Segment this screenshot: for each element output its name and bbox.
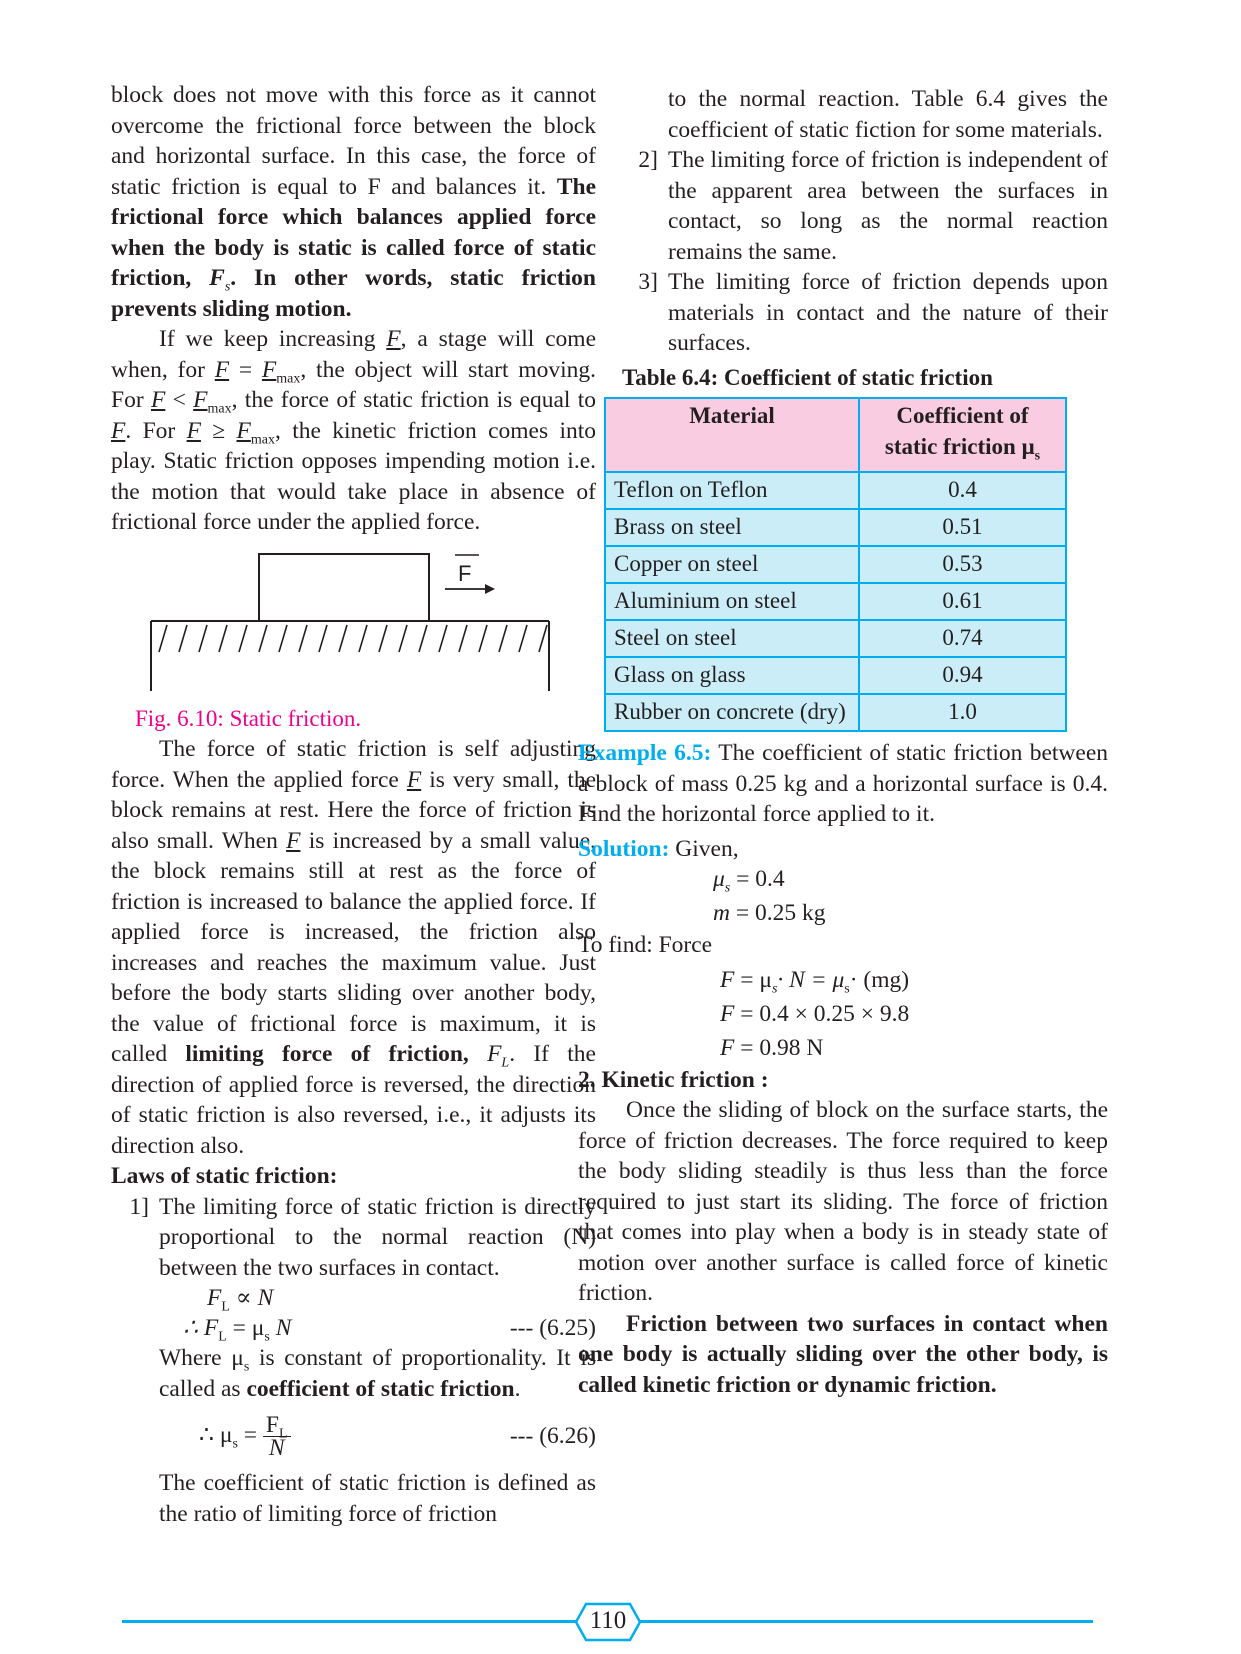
coefficient-cell: 0.51 — [859, 509, 1066, 546]
footer-line-left — [122, 1620, 577, 1623]
table-caption: Table 6.4: Coefficient of static friction — [622, 364, 993, 390]
table-row — [605, 509, 1066, 546]
law-2: 2] The limiting force of friction is independent of the apparent area between the surfaces in contact, so long as the normal reaction remains the same. — [638, 147, 1108, 265]
equation-number: --- (6.25) — [509, 1314, 596, 1341]
kinetic-friction-paragraph: Once the sliding of block on the surface starts, the force of friction decreases. The force required to keep the body sliding steadily is thus less than the force required to just start its sliding. The force of friction that comes into play when a body is in steady state of motion over another surface is called force of kinetic friction. — [578, 1097, 1108, 1306]
header-material: Material — [605, 398, 859, 472]
static-friction-figure — [111, 544, 596, 704]
table-row — [605, 657, 1066, 694]
coefficient-cell: 0.53 — [859, 546, 1066, 583]
calc-line-2: F = 0.4 × 0.25 × 9.8 — [720, 1000, 910, 1027]
example-6-5: Example 6.5: The coefficient of static friction between a block of mass 0.25 kg and a horizontal surface is 0.4. Find the horizontal force applied to it. — [578, 740, 1109, 827]
table-header-row — [605, 398, 1066, 472]
equation-number: --- (6.26) — [509, 1422, 596, 1449]
law-1-continued: to the normal reaction. Table 6.4 gives the coefficient of static fiction for some materials. — [668, 86, 1108, 143]
kinetic-friction-heading: 2. Kinetic friction : — [578, 1066, 769, 1093]
table-row — [605, 583, 1066, 620]
solution-label: Solution: — [578, 835, 670, 862]
calc-line-3: F = 0.98 N — [720, 1034, 824, 1061]
material-cell: Aluminium on steel — [605, 583, 859, 620]
equation-6-25: ∴ $F_L = \mu_s$ N --- (6.25) — [183, 1314, 596, 1345]
right-column — [578, 84, 1109, 1400]
paragraph-increasing-force: If we keep increasing F, a stage will come when, for $F = F_{max}$, the object will start moving. For $F < F_{max}$, the force of static friction is equal to F. For $F \ge F_{max}$, the kinetic friction comes into play. Static friction opposes impending motion i.e. the motion that would take place in absence of frictional force under the applied force. — [111, 326, 597, 535]
force-arrowhead-icon — [485, 584, 495, 594]
table-block — [590, 363, 1090, 733]
kinetic-friction-definition: Friction between two surfaces in contact when one body is actually sliding over the other body, is called kinetic friction or dynamic friction. — [578, 1310, 1108, 1398]
solution-block: Solution: Given, $\mu_s = 0.4$ m = 0.25 kg To find: Force $F = \mu_s\cdot N = \mu_s\cdot (mg)$ F = 0.4 × 0.25 × 9.8 F = 0.98 N 2. Kinetic friction : Once the sliding of block on the surface starts, the force of friction decreases. The force required to keep the body sliding steadily is thus less than the force required to just start its sliding. The force of friction that comes into play when a body is in steady state of motion over another surface is called force of kinetic friction. Friction between two surfaces in contact when one body is actually sliding over the other body, is called kinetic friction or dynamic friction. — [578, 834, 1108, 1401]
coefficient-table — [604, 397, 1067, 732]
material-cell: Brass on steel — [605, 509, 859, 546]
to-find: To find: Force — [578, 932, 713, 958]
coefficient-cell: 1.0 — [859, 694, 1066, 731]
header-coefficient: Coefficient of static friction $\mu_s$ — [859, 398, 1066, 472]
coefficient-cell: 0.94 — [859, 657, 1066, 694]
law-1-equations — [159, 1283, 596, 1529]
force-label: F — [458, 560, 472, 586]
material-cell: Steel on steel — [605, 620, 859, 657]
left-column — [111, 80, 596, 1529]
equation-6-26: ∴ $\mu_s$ = $\frac{F_L}{N}$ --- (6.26) — [199, 1411, 596, 1461]
material-cell: Rubber on concrete (dry) — [605, 694, 859, 731]
law-3: 3] The limiting force of friction depends upon materials in contact and the nature of their surfaces. — [638, 269, 1108, 356]
coefficient-definition: The coefficient of static friction is defined as the ratio of limiting force of friction — [159, 1470, 596, 1527]
coefficient-cell: 0.61 — [859, 583, 1066, 620]
paragraph-self-adjusting: The force of static friction is self adjusting force. When the applied force F is very small, the block remains at rest. Here the force of friction is also small. When F is increased by a small value, the block remains still at rest as the force of friction is increased to balance the applied force. If applied force is increased, the friction also increases and reaches the maximum value. Just before the body starts sliding over another body, the value of frictional force is maximum, it is called limiting force of friction, $F_L$. If the direction of applied force is reversed, the direction of static friction is also reversed, i.e., it adjusts its direction also. — [111, 736, 597, 1159]
table-row — [605, 620, 1066, 657]
where-mu: Where $\mu_s$ is constant of proportionality. It is called as coefficient of static friction. — [159, 1345, 597, 1402]
table-row — [605, 546, 1066, 583]
material-cell: Teflon on Teflon — [605, 472, 859, 509]
static-friction-diagram — [111, 544, 596, 704]
material-cell: Glass on glass — [605, 657, 859, 694]
coefficient-cell: 0.74 — [859, 620, 1066, 657]
footer-line-right — [638, 1620, 1093, 1623]
material-cell: Copper on steel — [605, 546, 859, 583]
table-row — [605, 694, 1066, 731]
equation-proportional: $F_L \propto N$ — [207, 1285, 274, 1315]
calc-line-1: $F = \mu_s\cdot N = \mu_s\cdot (mg)$ — [720, 966, 910, 997]
page-number: 110 — [589, 1607, 627, 1634]
surface-hatching — [159, 625, 547, 652]
figure-caption: Fig. 6.10: Static friction. — [135, 705, 362, 731]
table-row — [605, 472, 1066, 509]
coefficient-cell: 0.4 — [859, 472, 1066, 509]
laws-heading: Laws of static friction: — [111, 1163, 338, 1189]
paragraph-static-friction-intro: block does not move with this force as it cannot overcome the frictional force between the block and horizontal surface. In this case, the force of static friction is equal to F and balances it. The frictional force which balances applied force when the body is static is called force of static friction, $F_s$. In other words, static friction prevents sliding motion. — [111, 82, 597, 322]
table-body — [605, 472, 1066, 731]
given-m: m = 0.25 kg — [713, 900, 826, 926]
given-mu: $\mu_s = 0.4$ — [713, 866, 785, 896]
block — [259, 554, 429, 621]
law-1: 1] The limiting force of static friction is directly proportional to the normal reaction (N) between the two surfaces in contact. — [129, 1193, 596, 1281]
example-label: Example 6.5: — [578, 740, 712, 766]
